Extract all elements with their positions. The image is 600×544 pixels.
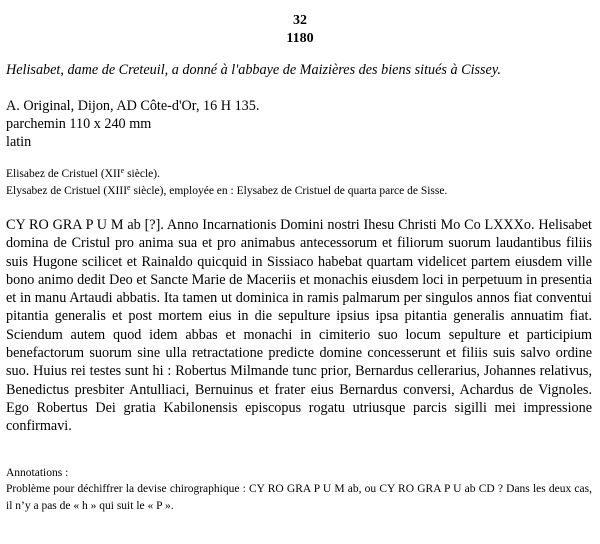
annotations-text: Problème pour déchiffrer la devise chirographique : CY RO GRA P U M ab, ou CY RO GRA P U ab CD ? Dans les deux cas, il n’y a pas de « h » qui suit le « P ».	[6, 483, 592, 512]
source-original: A. Original, Dijon, AD Côte-d'Or, 16 H 135.	[6, 98, 260, 114]
name-form-13th-century	[6, 183, 596, 200]
name-form-2-prefix: Elysabez de Cristuel (XIII	[6, 185, 128, 197]
source-language: latin	[6, 134, 32, 150]
act-summary: Helisabet, dame de Creteuil, a donné à l'abbaye de Maizières des biens situés à Cissey.	[6, 62, 501, 78]
act-number: 32	[293, 13, 307, 28]
name-form-1-suffix: siècle).	[124, 168, 160, 180]
name-form-12th-century	[6, 166, 596, 183]
name-forms	[6, 166, 596, 200]
source-support: parchemin 110 x 240 mm	[6, 116, 152, 132]
name-form-2-superscript: e	[127, 183, 131, 192]
annotations-title: Annotations :	[6, 467, 69, 479]
name-form-1-superscript: e	[120, 166, 125, 175]
act-year: 1180	[286, 31, 314, 46]
name-form-2-suffix: siècle), employée en : Elysabez de Cristuel de quarta parce de Sisse.	[130, 185, 448, 197]
name-form-1-prefix: Elisabez de Cristuel (XII	[6, 168, 121, 180]
charter-text: CY RO GRA P U M ab [?]. Anno Incarnationis Domini nostri Ihesu Christi Mo Co LXXXo. Helisabet domina de Cristul pro anima sua et pro animabus antecessorum et filiorum suorum laudantibus filiis suis Hugone scilicet et Rainaldo quicquid in Sissiaco habebat quartam videlicet partem eiusdem ville bono animo dedit Deo et Sancte Marie de Maceriis et monachis eiusdem loci in perpetuum in presentia et in manu Artaudi abbatis. Ita tamen ut dominica in ramis palmarum per singulos annos fiat conventui pitantia generalis et post mortem eius in die sepulture ipsius ipsa pitantia generalis annuatim fiat. Sciendum autem quod idem abbas et monachi in cimiterio suo locum sepulture et participium benefactorum suorum sine ulla retractatione predicte domine concesserunt et filiis suis salvo ordine suo. Huius rei testes sunt hi : Robertus Milmande tunc prior, Bernardus cellerarius, Johannes relativus, Benedictus presbiter Antulliaci, Bernuinus et frater eius Bernardus conversi, Achardus de Vignoles. Ego Robertus Dei gratia Kabilonensis episcopus rogatu utriusque parcis sigilli mei impressione confirmavi.	[6, 217, 592, 435]
